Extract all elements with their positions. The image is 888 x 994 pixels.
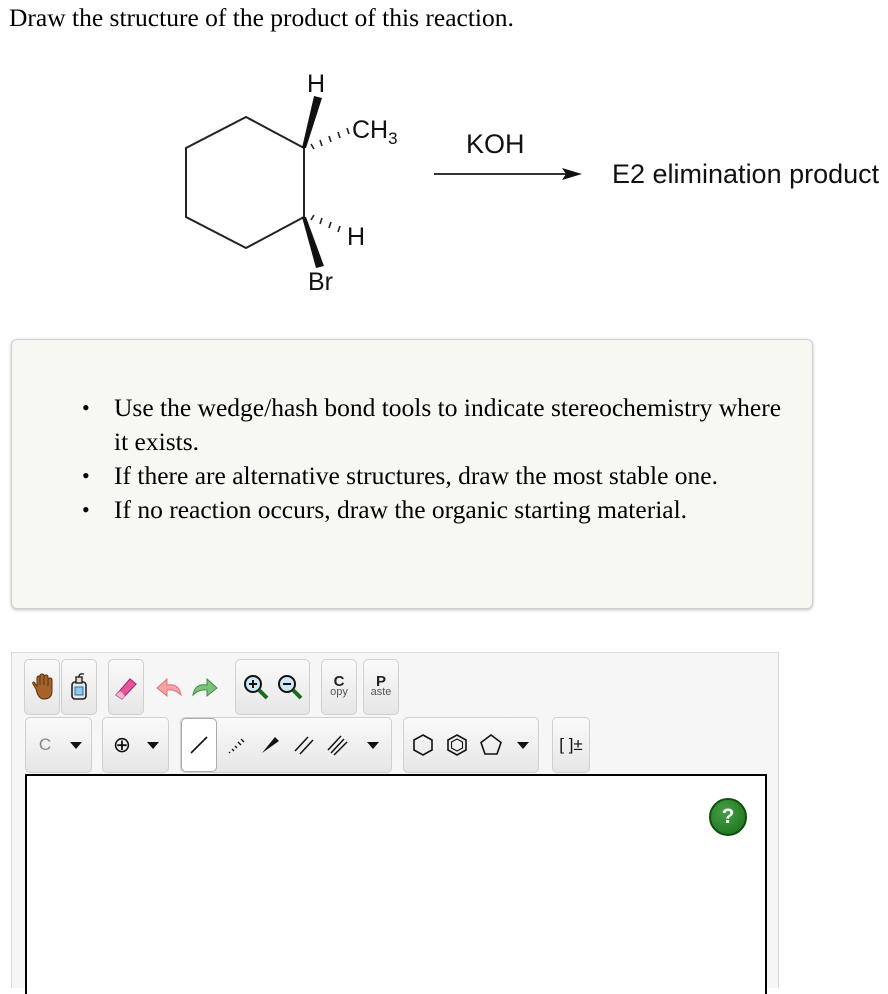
drawing-canvas[interactable] — [25, 774, 767, 994]
copy-label-small: opy — [330, 686, 348, 698]
eraser-tool-button[interactable] — [108, 659, 144, 715]
eraser-icon — [112, 673, 140, 701]
ring-dropdown-toggle[interactable] — [508, 718, 538, 772]
atom-ch3 — [352, 116, 398, 148]
hash-bond-ch3 — [311, 128, 349, 149]
cyclohexane-icon — [410, 732, 436, 758]
ring-tools-group — [403, 717, 539, 773]
atom-ch3-main: CH — [352, 116, 389, 144]
chevron-down-icon — [367, 742, 379, 749]
single-bond-button[interactable] — [181, 718, 217, 772]
copy-button[interactable] — [321, 659, 357, 715]
wedge-bond-h-top — [302, 96, 322, 148]
chevron-down-icon — [517, 742, 529, 749]
instructions-list — [82, 391, 782, 527]
wedge-bond-button[interactable] — [253, 718, 287, 772]
reaction-scheme — [0, 60, 888, 310]
chevron-down-icon — [70, 742, 82, 749]
ring-bonds — [186, 117, 304, 248]
reagent-koh: KOH — [466, 129, 525, 159]
paste-label — [370, 673, 392, 698]
benzene-button[interactable] — [440, 718, 474, 772]
product-label: E2 elimination product — [612, 159, 880, 189]
wedge-bond-br — [302, 217, 324, 268]
atom-label: C — [38, 735, 52, 754]
zoom-out-icon — [277, 674, 303, 700]
instruction-item: • If there are alternative structures, draw the most stable one. — [82, 459, 782, 493]
double-bond-button[interactable] — [287, 718, 321, 772]
structure-editor — [11, 652, 779, 988]
benzene-icon — [444, 732, 470, 758]
undo-button[interactable] — [152, 659, 188, 715]
instruction-item: • Use the wedge/hash bond tools to indicate stereochemistry where it exists. — [82, 391, 782, 459]
zoom-out-button[interactable] — [273, 660, 307, 714]
atom-dropdown-toggle[interactable] — [62, 718, 90, 772]
undo-icon — [155, 675, 185, 699]
help-button[interactable]: ? — [709, 798, 747, 836]
hash-bond-icon — [225, 734, 247, 756]
bond-dropdown-toggle[interactable] — [357, 718, 389, 772]
charge-plus-button[interactable] — [107, 718, 137, 772]
lasso-tool-button[interactable] — [61, 659, 97, 715]
copy-label-big: C — [333, 673, 345, 690]
copy-label — [330, 673, 348, 698]
lasso-icon — [68, 672, 90, 702]
triple-bond-icon — [327, 734, 349, 756]
double-bond-icon — [293, 734, 315, 756]
instruction-item: • If no reaction occurs, draw the organic starting material. — [82, 493, 782, 527]
atom-ch3-sub: 3 — [388, 129, 398, 148]
hand-tool-button[interactable] — [24, 659, 60, 715]
atom-br: Br — [308, 268, 333, 296]
atom-selector-value — [30, 718, 60, 772]
cyclopentane-button[interactable] — [474, 718, 508, 772]
triple-bond-button[interactable] — [321, 718, 355, 772]
charge-dropdown-toggle[interactable] — [139, 718, 167, 772]
zoom-group — [235, 659, 310, 715]
instructions-box — [11, 339, 813, 609]
atom-selector[interactable] — [25, 717, 92, 773]
chevron-down-icon — [147, 742, 159, 749]
paste-label-small: aste — [370, 686, 392, 698]
charge-bracket-label: [ ]± — [559, 735, 583, 754]
redo-button[interactable] — [186, 659, 222, 715]
atom-h-right: H — [347, 223, 366, 251]
charge-selector[interactable] — [102, 717, 169, 773]
wedge-bond-icon — [259, 734, 281, 756]
circled-plus-icon: ⊕ — [112, 732, 132, 758]
single-bond-icon — [188, 734, 210, 756]
cyclopentane-icon — [478, 732, 504, 758]
reaction-svg — [0, 60, 888, 310]
zoom-in-button[interactable] — [239, 660, 273, 714]
question-text: Draw the structure of the product of this reaction. — [9, 3, 514, 32]
cyclohexane-button[interactable] — [406, 718, 440, 772]
hash-bond-button[interactable] — [219, 718, 253, 772]
redo-icon — [189, 675, 219, 699]
atom-h-top: H — [307, 70, 326, 98]
bond-tools-group — [180, 717, 392, 773]
paste-label-big: P — [375, 673, 386, 690]
paste-button[interactable] — [363, 659, 399, 715]
charge-bracket-button[interactable] — [552, 717, 590, 773]
zoom-in-icon — [243, 674, 269, 700]
hand-icon — [29, 673, 55, 701]
hash-bond-h-right — [311, 215, 340, 232]
